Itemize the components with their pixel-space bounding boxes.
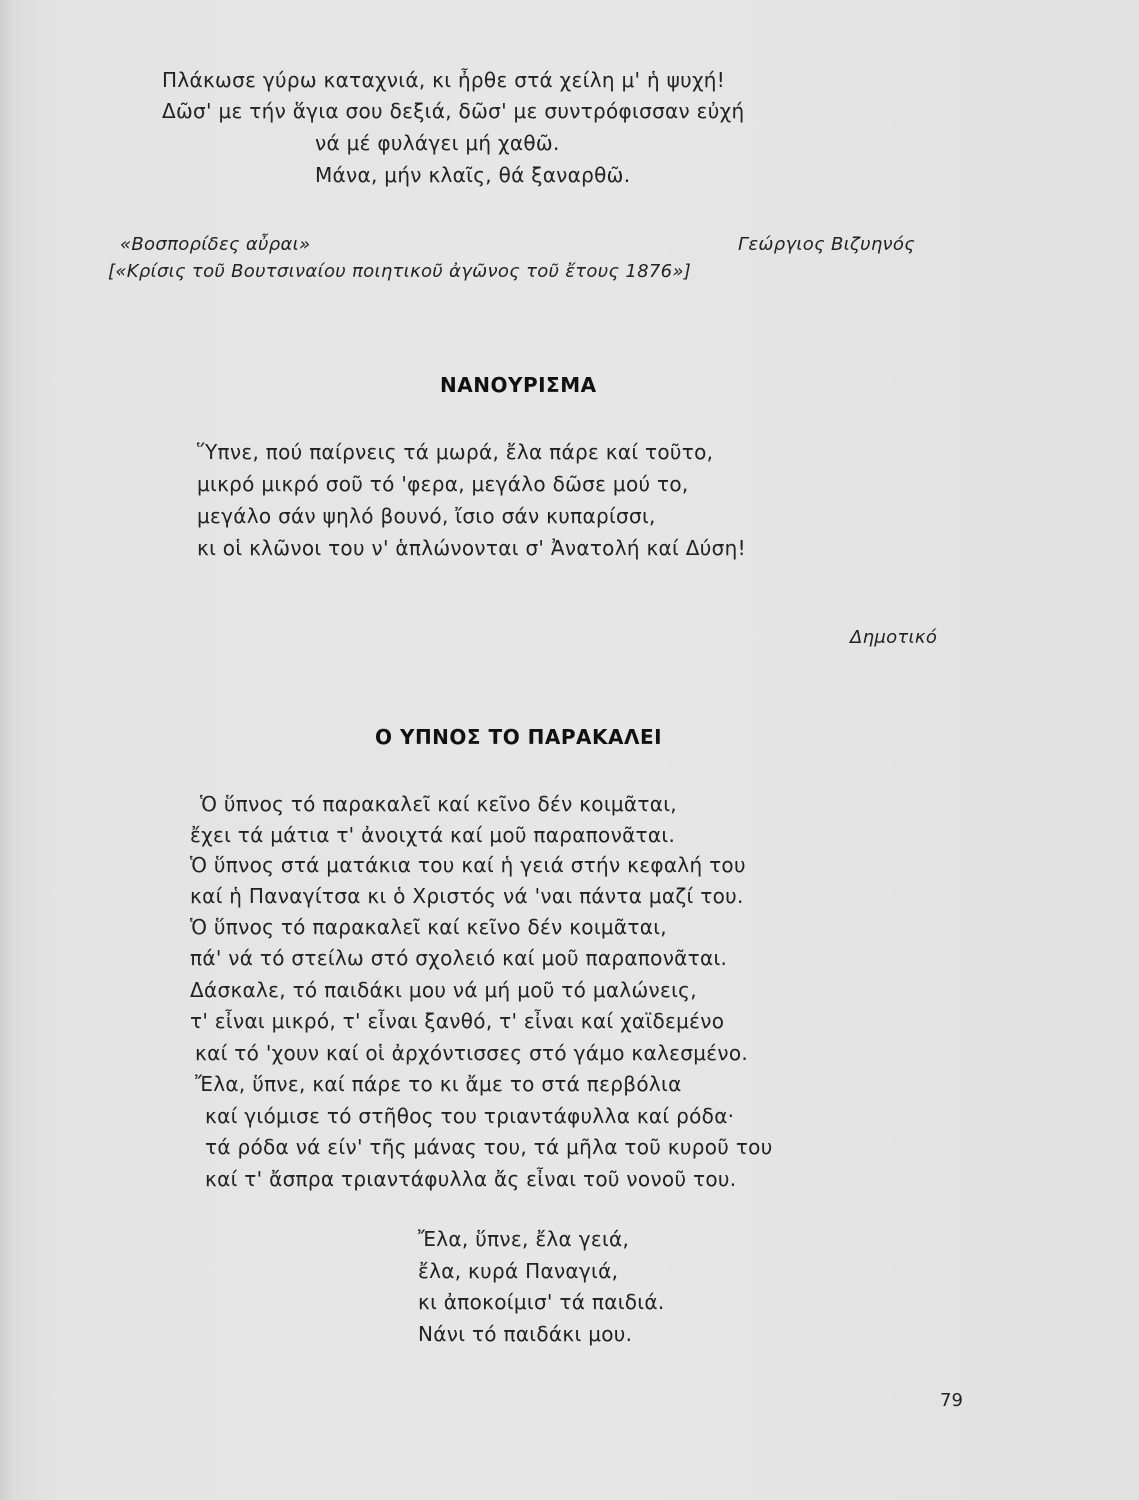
stanza1-line-2: Δῶσ' με τήν ἅγια σου δεξιά, δῶσ' με συντρόφισσαν εὐχή bbox=[162, 99, 745, 123]
poem2-line-4: κι οἱ κλῶνοι του ν' ἁπλώνονται σ' Ἀνατολή καί Δύση! bbox=[197, 536, 746, 560]
refrain-line-1: Ἔλα, ὕπνε, ἔλα γειά, bbox=[418, 1227, 630, 1251]
refrain-line-4: Νάνι τό παιδάκι μου. bbox=[418, 1322, 633, 1346]
poem3-line-9: καί τό 'χουν καί οἱ ἀρχόντισσες στό γάμο καλεσμένο. bbox=[195, 1041, 749, 1065]
poem3-line-7: Δάσκαλε, τό παιδάκι μου νά μή μοῦ τό μαλώνεις, bbox=[190, 978, 697, 1002]
poem3-line-10: Ἔλα, ὕπνε, καί πάρε το κι ἄμε το στά περβόλια bbox=[195, 1072, 682, 1096]
poem2-source: Δημοτικό bbox=[850, 627, 938, 648]
refrain-line-3: κι ἀποκοίμισ' τά παιδιά. bbox=[418, 1290, 665, 1314]
poem3-line-3: Ὁ ὕπνος στά ματάκια του καί ἡ γειά στήν κεφαλή του bbox=[190, 853, 746, 877]
poem3-line-8: τ' εἶναι μικρό, τ' εἶναι ξανθό, τ' εἶναι καί χαϊδεμένο bbox=[190, 1009, 725, 1033]
poem2-line-2: μικρό μικρό σοῦ τό 'φερα, μεγάλο δῶσε μού το, bbox=[197, 472, 689, 496]
poem3-line-13: καί τ' ἄσπρα τριαντάφυλλα ἄς εἶναι τοῦ νονοῦ του. bbox=[205, 1167, 737, 1191]
poem3-line-5: Ὁ ὕπνος τό παρακαλεῖ καί κεῖνο δέν κοιμᾶται, bbox=[190, 915, 667, 939]
poem2-line-3: μεγάλο σάν ψηλό βουνό, ἴσιο σάν κυπαρίσσι, bbox=[197, 504, 656, 528]
stanza1-line-1: Πλάκωσε γύρω καταχνιά, κι ἦρθε στά χείλη μ' ἡ ψυχή! bbox=[162, 68, 726, 92]
poem3-line-11: καί γιόμισε τό στῆθος του τριαντάφυλλα καί ρόδα· bbox=[205, 1104, 735, 1128]
poem3-line-2: ἔχει τά μάτια τ' ἀνοιχτά καί μοῦ παραπονᾶται. bbox=[190, 823, 676, 847]
poem3-line-6: πά' νά τό στείλω στό σχολειό καί μοῦ παραπονᾶται. bbox=[190, 946, 728, 970]
poem3-line-12: τά ρόδα νά είν' τῆς μάνας του, τά μῆλα τοῦ κυροῦ του bbox=[205, 1135, 773, 1159]
refrain-line-2: ἔλα, κυρά Παναγιά, bbox=[418, 1259, 619, 1283]
poem2-line-1: Ὕπνε, πού παίρνεις τά μωρά, ἔλα πάρε καί τοῦτο, bbox=[197, 440, 714, 464]
poem3-line-1: Ὁ ὕπνος τό παρακαλεῖ καί κεῖνο δέν κοιμᾶται, bbox=[200, 792, 677, 816]
source1-work: «Βοσπορίδες αὖραι» bbox=[120, 234, 311, 255]
page-number: 79 bbox=[940, 1390, 963, 1411]
stanza1-line-3: νά μέ φυλάγει μή χαθῶ. bbox=[315, 131, 560, 155]
poem2-title: ΝΑΝΟΥΡΙΣΜΑ bbox=[440, 373, 597, 397]
stanza1-line-4: Μάνα, μήν κλαῖς, θά ξαναρθῶ. bbox=[315, 163, 631, 187]
poem3-line-4: καί ἡ Παναγίτσα κι ὁ Χριστός νά 'ναι πάντα μαζί του. bbox=[190, 884, 744, 908]
source1-contest: [«Κρίσις τοῦ Βουτσιναίου ποιητικοῦ ἀγῶνος τοῦ ἔτους 1876»] bbox=[108, 261, 692, 282]
poem3-title: Ο ΥΠΝΟΣ ΤΟ ΠΑΡΑΚΑΛΕΙ bbox=[375, 725, 663, 749]
source1-author: Γεώργιος Βιζυηνός bbox=[738, 234, 916, 255]
